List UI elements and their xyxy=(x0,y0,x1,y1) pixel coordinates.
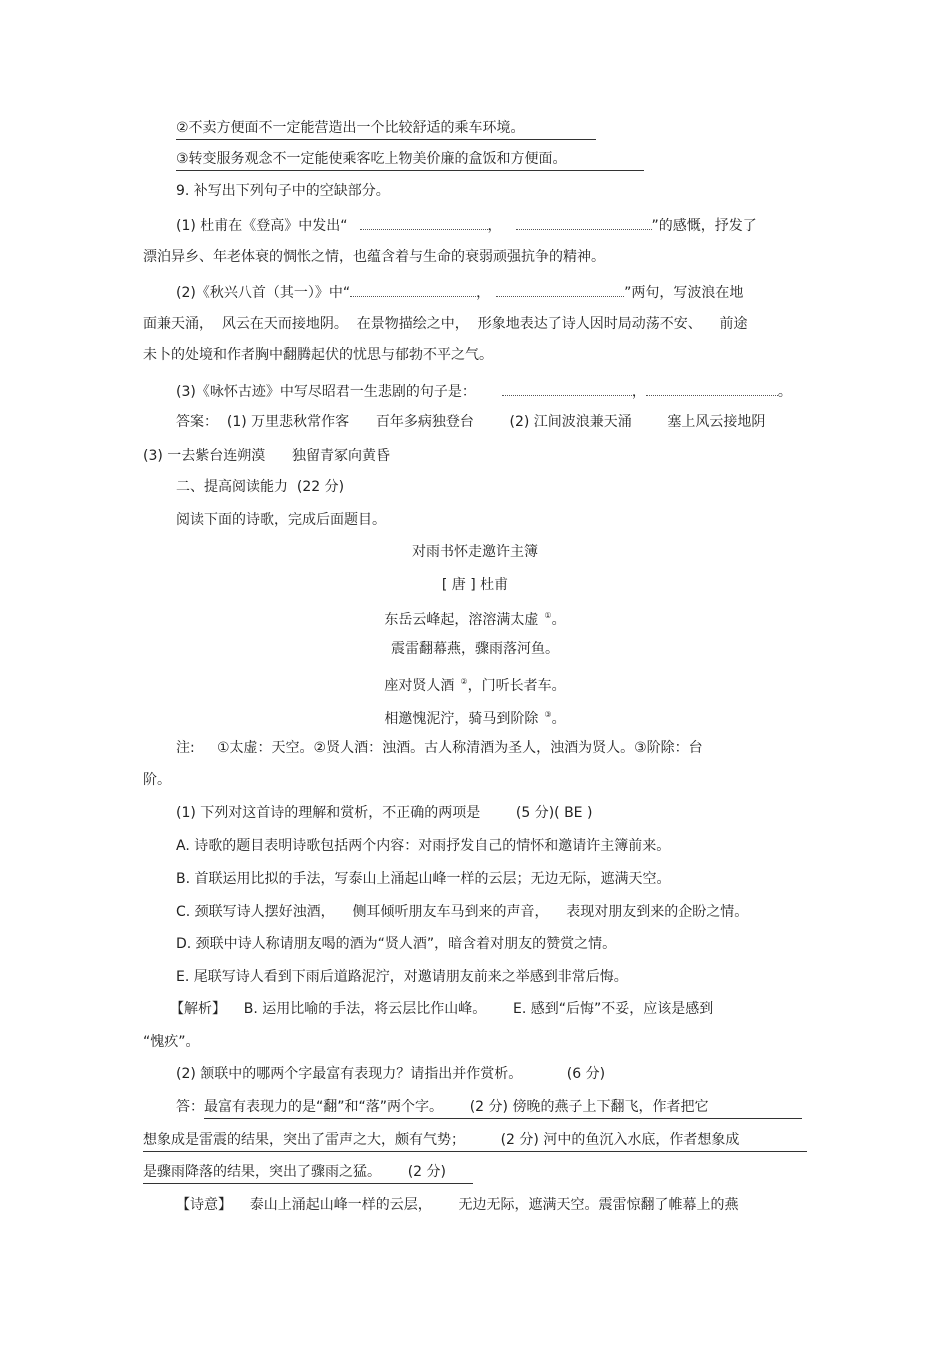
q9-2-suffix: ”两句，写波浪在地 xyxy=(624,285,744,301)
notes-line-2: 阶。 xyxy=(143,772,171,788)
note-mark-3: ③ xyxy=(544,710,552,719)
analysis-line-2: “愧疚”。 xyxy=(143,1034,200,1050)
option-a: A. 诗歌的题目表明诗歌包括两个内容：对雨抒发自己的情怀和邀请许主簿前来。 xyxy=(176,838,671,854)
q1-stem: (1) 下列对这首诗的理解和赏析，不正确的两项是 (5 分)( BE ) xyxy=(176,805,593,821)
section-heading: 二、提高阅读能力 (22 分) xyxy=(176,479,345,495)
blank-4[interactable] xyxy=(496,284,624,297)
blank-2[interactable] xyxy=(516,217,652,230)
answer-line-2: (3) 一去紫台连朔漠 独留青冢向黄昏 xyxy=(143,448,390,464)
note-mark-1: ① xyxy=(544,611,552,620)
q9-2-cont-1: 面兼天涌， 风云在天而接地阴。 在景物描绘之中， 形象地表达了诗人因时局动荡不安、 前途 xyxy=(143,316,748,332)
poem-author: [ 唐 ] 杜甫 xyxy=(441,577,509,593)
blank-1[interactable] xyxy=(360,217,488,230)
note-mark-2: ② xyxy=(460,677,468,686)
blank-3[interactable] xyxy=(350,284,476,297)
analysis-line-1: 【解析】 B. 运用比喻的手法，将云层比作山峰。 E. 感到“后悔”不妥，应该是感到 xyxy=(170,1001,714,1017)
q9-3-prefix: (3)《咏怀古迹》中写尽昭君一生悲剧的句子是： xyxy=(176,384,476,400)
blank-5[interactable] xyxy=(502,383,632,396)
q9-2-prefix: (2)《秋兴八首（其一）》中“ xyxy=(176,285,351,301)
answer-label: 答： xyxy=(176,1099,204,1115)
option-c: C. 颈联写诗人摆好浊酒， 侧耳倾听朋友车马到来的声音， 表现对朋友到来的企盼之情。 xyxy=(176,904,749,920)
poem-line-2: 震雷翻幕燕，骤雨落河鱼。 xyxy=(391,641,559,657)
line-1: ②不卖方便面不一定能营造出一个比较舒适的乘车环境。 xyxy=(176,118,596,140)
notes-line-1: 注: ①太虚：天空。②贤人酒：浊酒。古人称清酒为圣人，浊酒为贤人。③阶除：台 xyxy=(176,740,703,756)
q9-1-line xyxy=(176,216,757,236)
poem-title: 对雨书怀走邀许主簿 xyxy=(412,544,538,560)
q9-3-comma: ， xyxy=(631,384,646,400)
q2-answer-line-2: 想象成是雷震的结果，突出了雷声之大，颇有气势； (2 分) 河中的鱼沉入水底，作者想象成 xyxy=(143,1130,807,1152)
reading-instruction: 阅读下面的诗歌，完成后面题目。 xyxy=(176,512,386,528)
option-b: B. 首联运用比拟的手法，写泰山上涌起山峰一样的云层；无边无际，遮满天空。 xyxy=(176,871,671,887)
q9-1-comma: ， xyxy=(487,218,502,234)
question-9-heading: 9. 补写出下列句子中的空缺部分。 xyxy=(176,183,390,199)
q9-2-line xyxy=(176,283,743,303)
q9-1-cont: 漂泊异乡、年老体衰的惆怅之情，也蕴含着与生命的衰弱顽强抗争的精神。 xyxy=(143,249,605,265)
q2-stem: (2) 颔联中的哪两个字最富有表现力？请指出并作赏析。 (6 分) xyxy=(176,1066,606,1082)
line-2: ③转变服务观念不一定能使乘客吃上物美价廉的盒饭和方便面。 xyxy=(176,149,644,171)
poem-line-1: 东岳云峰起，溶溶满太虚 ①。 xyxy=(384,611,566,628)
q9-1-prefix: (1) 杜甫在《登高》中发出“ xyxy=(176,218,348,234)
option-d: D. 颈联中诗人称请朋友喝的酒为“贤人酒”，暗含着对朋友的赞赏之情。 xyxy=(176,936,617,952)
option-e: E. 尾联写诗人看到下雨后道路泥泞，对邀请朋友前来之举感到非常后悔。 xyxy=(176,969,628,985)
blank-6[interactable] xyxy=(646,383,778,396)
poem-meaning: 【诗意】 泰山上涌起山峰一样的云层， 无边无际，遮满天空。震雷惊翻了帷幕上的燕 xyxy=(176,1197,739,1213)
poem-line-4: 相邀愧泥泞，骑马到阶除 ③。 xyxy=(384,710,566,727)
q9-1-suffix: ”的感慨，抒发了 xyxy=(651,218,757,234)
q9-2-comma: ， xyxy=(476,285,491,301)
q2-answer-line-3: 是骤雨降落的结果，突出了骤雨之猛。 (2 分) xyxy=(143,1162,473,1184)
q9-2-cont-2: 未卜的处境和作者胸中翻腾起伏的忧思与郁勃不平之气。 xyxy=(143,347,493,363)
answer-line-1: 答案： (1) 万里悲秋常作客 百年多病独登台 (2) 江间波浪兼天涌 塞上风云接地阴 xyxy=(176,414,766,430)
q2-answer-line-1: 答：最富有表现力的是“翻”和“落”两个字。 (2 分) 傍晚的燕子上下翻飞，作者把它 xyxy=(176,1097,802,1119)
q9-3-line xyxy=(176,382,792,402)
poem-line-3: 座对贤人酒 ②，门听长者车。 xyxy=(384,677,566,694)
q9-3-end: 。 xyxy=(777,384,792,400)
